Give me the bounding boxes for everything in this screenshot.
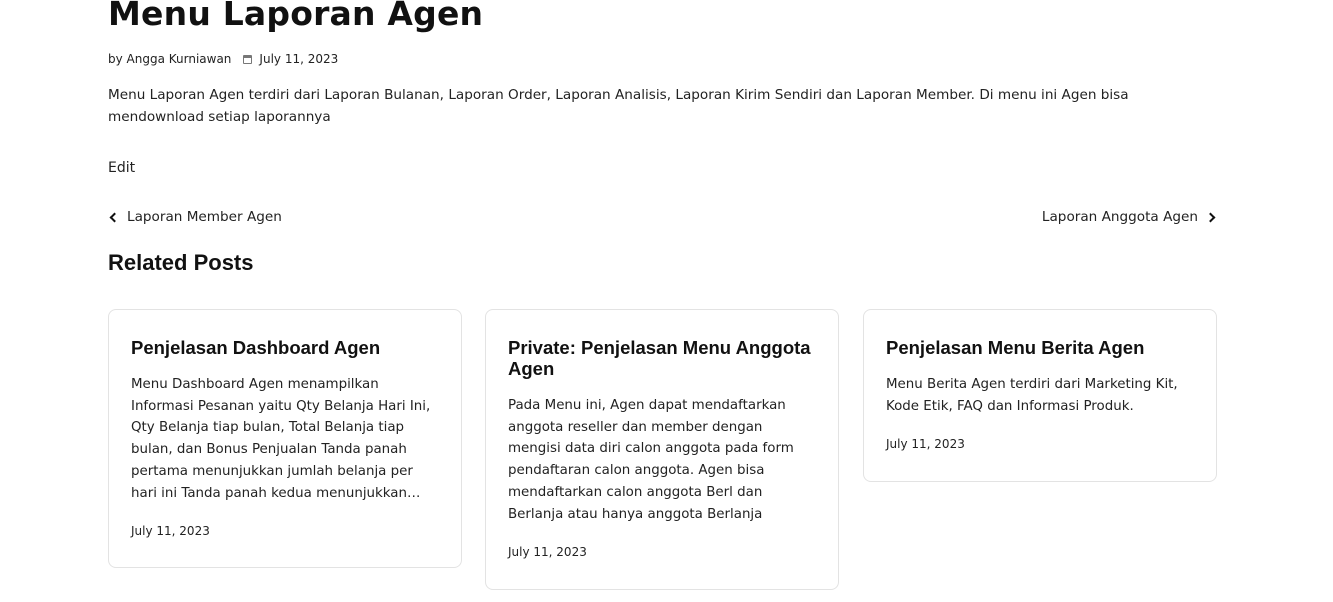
post-author-link[interactable]: by Angga Kurniawan	[108, 52, 232, 66]
chevron-right-icon	[1206, 212, 1216, 222]
related-posts-heading: Related Posts	[108, 250, 254, 275]
related-post-card[interactable]	[863, 309, 1217, 482]
related-post-card[interactable]	[485, 309, 839, 590]
post-date: July 11, 2023	[259, 52, 339, 66]
related-post-title[interactable]: Penjelasan Menu Berita Agen	[886, 337, 1145, 358]
related-post-excerpt: Menu Dashboard Agen menampilkan Informasi Pesanan yaitu Qty Belanja Hari Ini, Qty Belanja tiap bulan, Total Belanja tiap bulan, dan Bonus Penjualan Tanda panah pertama menunjukkan jumlah belanja per hari ini Tanda panah kedua menunjukkan…	[131, 377, 431, 501]
related-post-date: July 11, 2023	[886, 437, 965, 452]
edit-link[interactable]: Edit	[108, 160, 136, 176]
post-title: Menu Laporan Agen	[108, 0, 484, 33]
related-post-excerpt: Menu Berita Agen terdiri dari Marketing Kit, Kode Etik, FAQ dan Informasi Produk.	[886, 377, 1178, 414]
chevron-left-icon	[110, 212, 120, 222]
related-post-card[interactable]	[108, 309, 462, 568]
next-post-label: Laporan Anggota Agen	[1041, 209, 1198, 225]
previous-post-link[interactable]	[108, 209, 282, 225]
related-post-date: July 11, 2023	[131, 524, 210, 539]
post-excerpt: Menu Laporan Agen terdiri dari Laporan Bulanan, Laporan Order, Laporan Analisis, Laporan Kirim Sendiri dan Laporan Member. Di menu ini Agen bisa mendownload setiap laporannya	[108, 87, 1129, 125]
related-post-date: July 11, 2023	[508, 545, 587, 560]
previous-post-label: Laporan Member Agen	[127, 209, 282, 225]
next-post-link[interactable]	[1042, 209, 1217, 225]
related-post-excerpt: Pada Menu ini, Agen dapat mendaftarkan anggota reseller dan member dengan mengisi data diri calon anggota pada form pendaftaran calon anggota. Agen bisa mendaftarkan calon anggota Berl dan Berlanja atau hanya anggota Berlanja	[508, 398, 794, 522]
post-meta	[108, 52, 338, 66]
related-post-title[interactable]: Penjelasan Dashboard Agen	[131, 337, 381, 358]
calendar-icon	[243, 55, 252, 64]
related-post-title[interactable]: Private: Penjelasan Menu Anggota Agen	[508, 337, 811, 379]
